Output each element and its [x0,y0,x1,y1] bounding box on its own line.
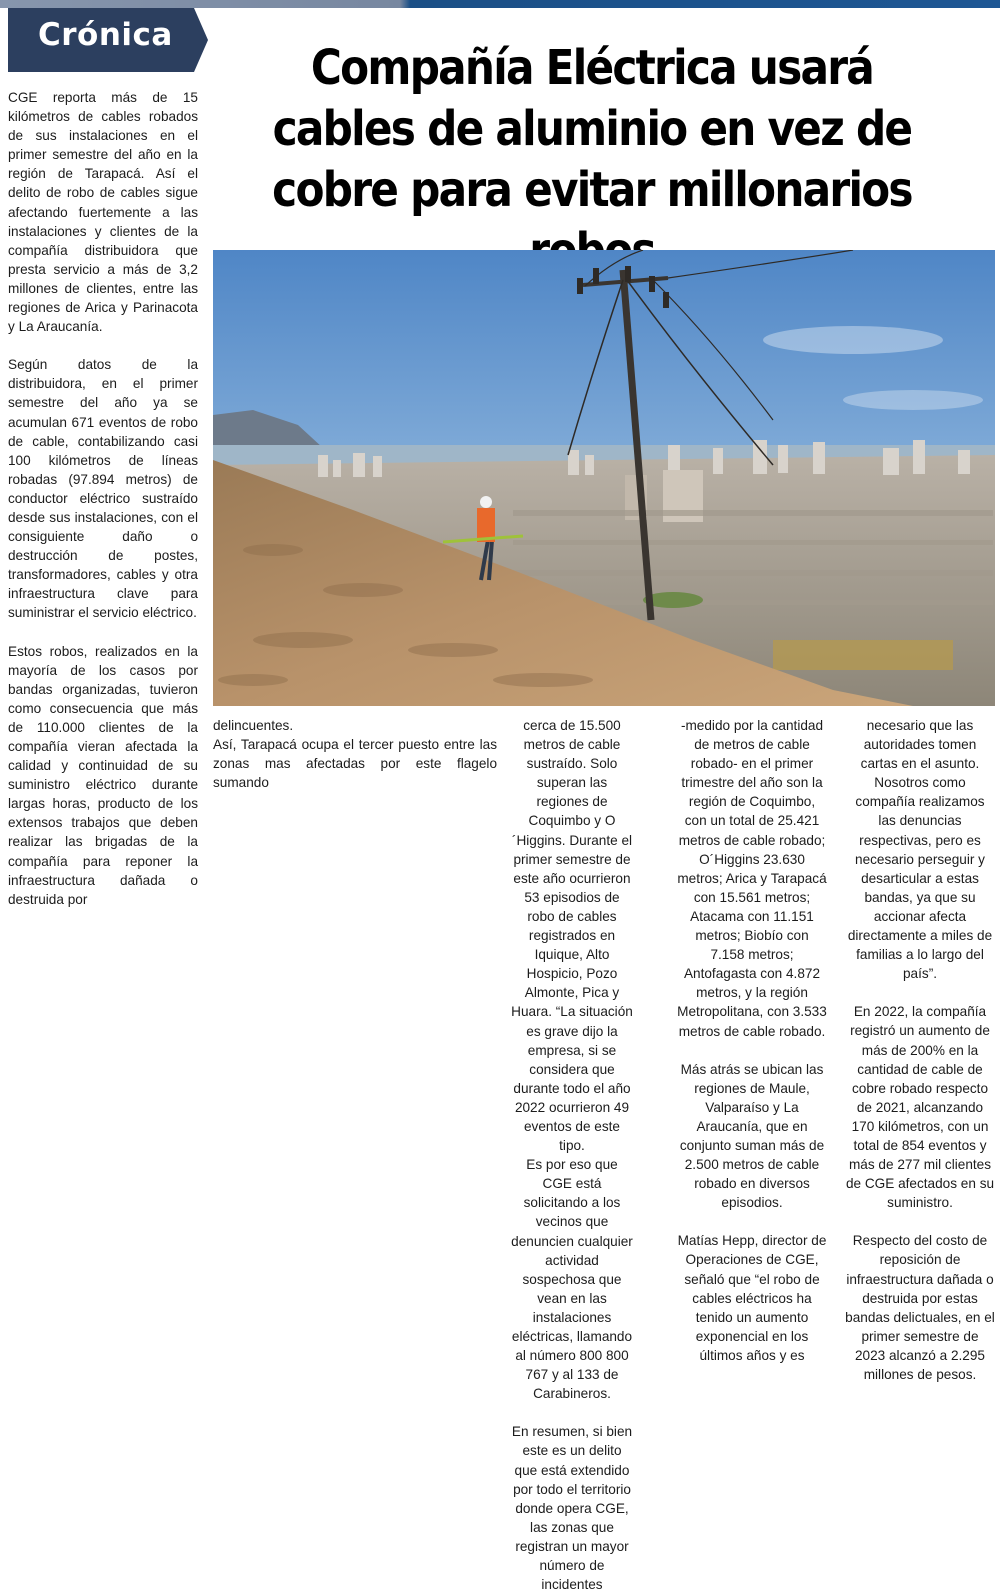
paragraph: En 2022, la compañía registró un aumento de más de 200% en la cantidad de cable de cobre robado respecto de 2021, alcanzando 170 kilómetros, con un total de 854 eventos y más de 277 mil clientes de CGE afectados en su suministro. [845,1004,995,1211]
article-column-1 [8,88,198,909]
paragraph: -medido por la cantidad de metros de cable robado- en el primer trimestre del año son la región de Coquimbo, con un total de 25.421 metros de cable robado; O´Higgins 23.630 metros; Arica y Tarapacá con 15.561 metros; Atacama con 11.151 metros; Biobío con 7.158 metros; Antofagasta con 4.872 metros, y la región Metropolitana, con 3.533 metros de cable robado. [677,718,827,1039]
headline: Compañía Eléctrica usará cables de aluminio en vez de cobre para evitar millonarios [272,40,912,218]
paragraph: Matías Hepp, director de Operaciones de CGE, señaló que “el robo de cables eléctricos ha tenido un aumento exponencial en los últimos años y es [677,1233,827,1363]
paragraph: Más atrás se ubican las regiones de Maule, Valparaíso y La Araucanía, que en conjunto suman más de 2.500 metros de cable robado en diversos episodios. [679,1061,825,1211]
article-photo [213,250,995,706]
section-label: Crónica [38,17,173,53]
article-column-3 [510,716,634,1594]
top-color-bar [0,0,1000,8]
paragraph: Es por eso que CGE está solicitando a los vecinos que denuncien cualquier actividad sospechosa que vean en las instalaciones eléctricas, llamando al número 800 800 767 y al 133 de Carabineros. [511,1157,633,1402]
paragraph: Según datos de la distribuidora, en el primer semestre del año ya se acumulan 671 eventos de robo de cable, contabilizando casi 100 kilómetros de líneas robadas (97.894 metros) de conductor eléctrico sustraído desde sus instalaciones, con el consiguiente daño o destrucción de postes, transformadores, cables y otra infraestructura clave para suministrar el servicio eléctrico. [8,357,198,621]
article-column-5 [845,716,995,1384]
article-column-2 [213,716,497,792]
photo-icon [213,250,995,706]
paragraph: necesario que las autoridades tomen cartas en el asunto. Nosotros como compañía realizamos las denuncias respectivas, pero es necesario perseguir y desarticular a estas bandas, ya que su accionar afecta directamente a miles de familias a lo largo del país”. [847,718,993,982]
paragraph: delincuentes. [213,718,294,733]
paragraph: cerca de 15.500 metros de cable sustraído. Solo superan las regiones de Coquimbo y O´Higgins. Durante el primer semestre de este año ocurrieron 53 episodios de robo de cables registrados en Iquique, Alto Hospicio, Pozo Almonte, Pica y Huara. “La situación es grave dijo la empresa, si se considera que durante todo el año 2022 ocurrieron 49 eventos de este tipo. [511,718,633,1154]
paragraph: En resumen, si bien este es un delito que está extendido por todo el territorio donde opera CGE, las zonas que registran un mayor número de incidentes [511,1424,633,1593]
article-column-4 [677,716,827,1365]
paragraph: CGE reporta más de 15 kilómetros de cables robados de sus instalaciones en el primer semestre del año en la región de Tarapacá. Así el delito de robo de cables sigue afectando fuertemente a las instalaciones y clientes de la compañía distribuidora que presta servicio a más de 3,2 millones de clientes, entre las regiones de Arica y Parinacota y La Araucanía. [8,90,198,335]
paragraph: Estos robos, realizados en la mayoría de los casos por bandas organizadas, tuvieron como consecuencia que más de 110.000 clientes de la compañía vieran afectada la calidad y continuidad de su suministro eléctrico durante largas horas, producto de los extensos trabajos que deben realizar las brigadas de la compañía para reponer la infraestructura dañada o destruida por [8,643,198,907]
paragraph: Respecto del costo de reposición de infraestructura dañada o destruida por estas bandas delictuales, en el primer semestre de 2023 alcanzó a 2.295 millones de pesos. [845,1233,995,1382]
paragraph: Así, Tarapacá ocupa el tercer puesto entre las zonas mas afectadas por este flagelo sumando [213,737,497,791]
